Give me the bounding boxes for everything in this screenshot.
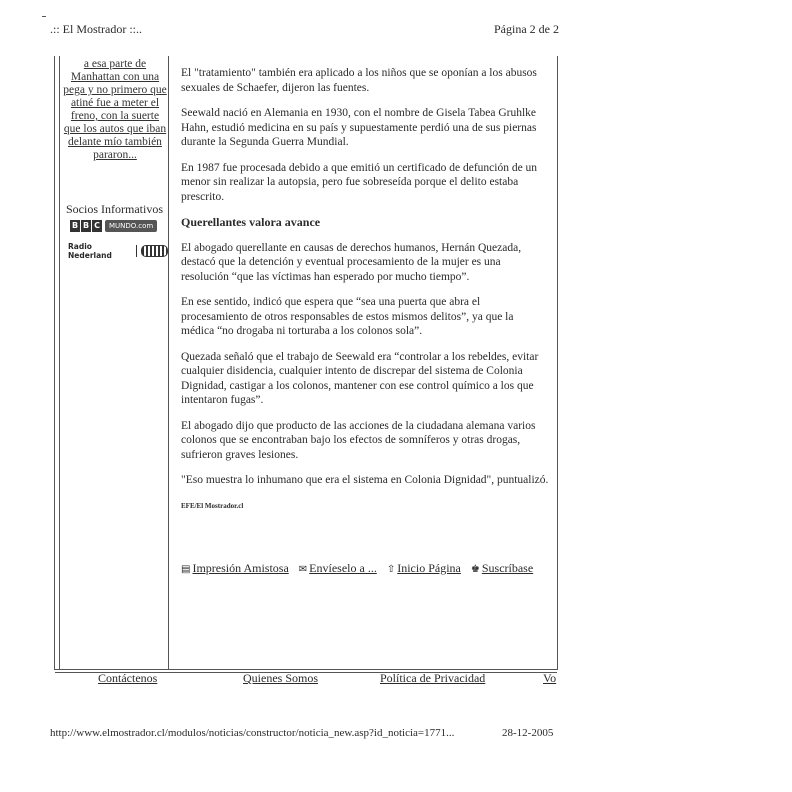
subscribe-action[interactable] bbox=[471, 561, 533, 576]
sidebar-link-line: pararon... bbox=[93, 149, 137, 161]
article-paragraph: Seewald nació en Alemania en 1930, con el nombre de Gisela Tabea Gruhlke Hahn, estudió medicina en su país y supuestamente perdió una de sus piernas durante la Segunda Guerra Mundial. bbox=[181, 107, 537, 148]
home-link[interactable]: Inicio Página bbox=[397, 561, 461, 575]
bbc-letter: B bbox=[71, 221, 79, 230]
subscribe-icon: ♚ bbox=[470, 564, 480, 575]
footer-privacy-link[interactable]: Política de Privacidad bbox=[380, 671, 486, 685]
email-link[interactable]: Envíeselo a ... bbox=[309, 561, 377, 575]
sidebar-link-line: freno, con la suerte bbox=[70, 110, 160, 122]
bbc-tag: MUNDO.com bbox=[105, 220, 157, 232]
article-paragraph: El "tratamiento" también era aplicado a los niños que se oponían a los abusos sexuales de Schaefer, dijeron las fuentes. bbox=[181, 67, 537, 94]
footer-contact-link[interactable]: Contáctenos bbox=[98, 671, 158, 685]
radio-label: Radio Nederland bbox=[68, 242, 112, 260]
email-action[interactable] bbox=[299, 561, 377, 576]
envelope-icon: ✉ bbox=[298, 564, 308, 575]
article-actions bbox=[181, 561, 533, 576]
sidebar-link-line: atiné fue a meter el bbox=[70, 97, 160, 109]
article-body bbox=[181, 66, 549, 513]
print-url: http://www.elmostrador.cl/modulos/noticias/constructor/noticia_new.asp?id_noticia=1771... bbox=[50, 727, 455, 739]
bbc-mundo-logo[interactable] bbox=[70, 219, 157, 233]
footer-about-link[interactable]: Quienes Somos bbox=[243, 671, 318, 685]
sidebar-link-line: delante mío también bbox=[68, 136, 162, 148]
article-subheading: Querellantes valora avance bbox=[181, 215, 321, 229]
sidebar-link-line: que los autos que iban bbox=[63, 123, 167, 135]
printer-icon: ▤ bbox=[181, 564, 191, 575]
print-link[interactable]: Impresión Amistosa bbox=[192, 561, 289, 575]
radio-nederland-logo[interactable] bbox=[68, 242, 168, 260]
article-paragraph: En 1987 fue procesada debido a que emitió un certificado de defunción de un menor sin realizar la autopsia, pero fue sobreseída porque el delito estaba prescrito. bbox=[181, 161, 538, 203]
rn-logo-icon bbox=[141, 245, 168, 257]
article-paragraph: El abogado dijo que producto de las acciones de la ciudadana alemana varios colonos que se encontraban bajo los efectos de somníferos y otras drogas, sufrieron graves lesiones. bbox=[181, 419, 536, 461]
site-title: .:: El Mostrador ::.. bbox=[50, 22, 142, 36]
article-paragraph: Quezada señaló que el trabajo de Seewald era “controlar a los rebeldes, evitar cualquier disidencia, cualquier intento de discrepar del sistema de Colonia Dignidad, castigar a los colonos, mantener con ese control químico a los que intentaron fugas”. bbox=[181, 350, 539, 406]
socios-heading: Socios Informativos bbox=[66, 202, 163, 216]
page-frame bbox=[54, 56, 558, 670]
bbc-letter: C bbox=[92, 220, 102, 232]
logo-divider bbox=[136, 245, 137, 257]
sidebar-link-line: pega y no primero que bbox=[63, 84, 167, 96]
home-action[interactable] bbox=[387, 561, 461, 576]
article-paragraph: El abogado querellante en causas de derechos humanos, Hernán Quezada, destacó que la detención y eventual procesamiento de la mujer es una resolución “que las víctimas han esperado por mucho tiempo”. bbox=[181, 241, 522, 283]
article-source: EFE/El Mostrador.cl bbox=[181, 501, 244, 510]
scan-mark bbox=[42, 16, 46, 17]
article-paragraph: "Eso muestra lo inhumano que era el sistema en Colonia Dignidad", puntualizó. bbox=[181, 474, 549, 486]
print-date: 28-12-2005 bbox=[502, 727, 554, 739]
sidebar-link-line: a esa parte de bbox=[83, 58, 147, 70]
footer-more-link[interactable]: Vo bbox=[543, 671, 557, 685]
sidebar bbox=[59, 56, 169, 669]
print-action[interactable] bbox=[181, 561, 289, 576]
subscribe-link[interactable]: Suscríbase bbox=[481, 561, 534, 575]
sidebar-story-link[interactable] bbox=[62, 58, 168, 162]
bbc-letter: B bbox=[82, 221, 90, 230]
article-paragraph: En ese sentido, indicó que espera que “sea una puerta que abra el procesamiento de otros responsables de estos mismos delitos”, ya que la médica “no drogaba ni torturaba a los colonos sola”. bbox=[181, 296, 514, 337]
sidebar-link-line: Manhattan con una bbox=[70, 71, 160, 83]
page-indicator: Página 2 de 2 bbox=[494, 22, 559, 36]
home-arrow-icon: ⇧ bbox=[386, 564, 396, 575]
